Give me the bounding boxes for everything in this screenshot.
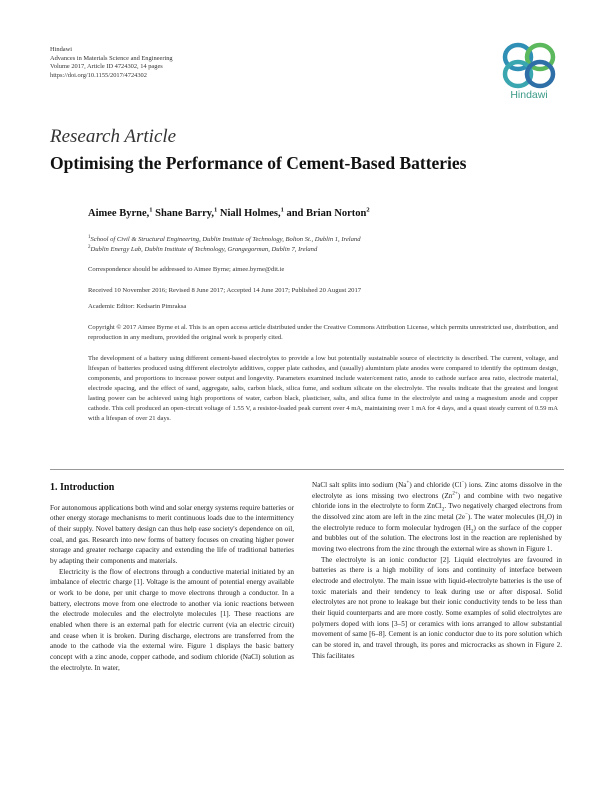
paper-title: Optimising the Performance of Cement-Based Batteries bbox=[50, 153, 467, 173]
body-paragraph: NaCl salt splits into sodium (Na+) and chloride (Cl−) ions. Zinc atoms dissolve in the electrolyte as ions missing two electrons $(Zn^{2+})$ and combine with two negative chloride ions in the electrolyte to form ZnCl$_2$. Two negatively charged electrons from the dissolved zinc atom are left in the zinc metal (2e−). The water molecules $(H_2O)$ in the electrolyte reduce to form molecular hydrogen $(H_2)$ on the surface of the copper and bubbles out of the solution. The electrons lost in the reaction are replenished by moving two electrons from the zinc through the external wire as shown in Figure 1. bbox=[312, 480, 562, 553]
author-name: Shane Barry, bbox=[155, 208, 215, 219]
body-paragraph: For autonomous applications both wind and solar energy systems require batteries or other energy storage mechanisms to merit continuous loads due to the intermittency of their supply. Novel battery design can thus help ease society's dependence on oil, coal, and gas. Research into new forms of battery focuses on creating higher power storage and greater recharge capacity and extending the life of traditional batteries by adapting their components and materials. bbox=[50, 503, 294, 565]
publisher-name: Hindawi bbox=[50, 46, 73, 53]
author-list bbox=[88, 208, 370, 219]
author-name: Niall Holmes, bbox=[219, 208, 281, 219]
section-divider bbox=[50, 469, 564, 470]
correspondence: Correspondence should be addressed to Aimee Byrne; aimee.byrne@dit.ie bbox=[88, 266, 285, 273]
body-column-left bbox=[50, 483, 294, 673]
copyright-notice: Copyright © 2017 Aimee Byrne et al. This is an open access article distributed under the Creative Commons Attribution License, which permits unrestricted use, distribution, and reproduction in any medium, provided the original work is properly cited. bbox=[88, 324, 558, 341]
doi-link[interactable]: https://doi.org/10.1155/2017/4724302 bbox=[50, 71, 147, 79]
affiliation-line: $^1$School of Civil & Structural Engineering, Dublin Institute of Technology, Bolton St., Dublin 1, Ireland bbox=[88, 234, 361, 243]
abstract: The development of a battery using different cement-based electrolytes to provide a low but potentially sustainable source of electricity is described. The current, voltage, and lifespan of batteries produced using different electrolyte additives, copper plate cathodes, and (usually) aluminium plate anodes were compared to identify the optimum design, components, and proportions to increase power output and longevity. Parameters examined include water/cement ratio, anode to cathode surface area ratio, electrode material, electrode spacing, and the effect of sand, aggregate, salts, carbon black, silica fume, and sodium silicate on the electrolyte. The results indicate that the greatest and longest lasting power can be achieved using high proportions of water, carbon black, plasticiser, salts, and silica fume in the electrolyte and using a magnesium anode and copper cathode. This cell produced an open-circuit voltage of 1.55 V, a resistor-loaded peak current over 4 mA, maintaining over 1 mA for 4 days, and a quasi steady current of 0.59 mA with a lifespan of over 21 days. bbox=[88, 355, 558, 422]
volume-info: Volume 2017, Article ID 4724302, 14 pages bbox=[50, 63, 163, 71]
author-name: Aimee Byrne, bbox=[88, 208, 150, 219]
body-paragraph: Electricity is the flow of electrons through a conductive material initiated by an imbalance of electric charge [1]. Voltage is the amount of potential energy available or work to be done, per unit charge to move electrons through a conductor. In a battery, electrons move from one electrode to another via ionic reactions between the electrode molecules and the electrolyte molecules [1]. These reactions are enabled when there is an external path for electric current (via an electric circuit) and cease when it is broken. During discharge, electrons are transferred from the anode to the cathode via the external wire. Figure 1 displays the basic battery concept with a zinc anode, copper cathode, and sodium chloride (NaCl) solution as the electrolyte. In water, bbox=[50, 567, 294, 672]
section-heading: 1. Introduction bbox=[50, 482, 115, 493]
hindawi-logo bbox=[494, 40, 564, 104]
author-affil-mark: 2 bbox=[366, 206, 370, 214]
affiliations bbox=[88, 235, 361, 255]
publication-dates: Received 10 November 2016; Revised 8 June 2017; Accepted 14 June 2017; Published 20 August 2017 bbox=[88, 287, 362, 294]
logo-wordmark: Hindawi bbox=[510, 89, 548, 101]
affiliation-line: $^2$Dublin Energy Lab, Dublin Institute of Technology, Grangegorman, Dublin 7, Ireland bbox=[88, 244, 318, 253]
article-type: Research Article bbox=[50, 126, 177, 147]
hindawi-rings-icon bbox=[494, 40, 564, 90]
body-paragraph: The electrolyte is an ionic conductor [2]. Liquid electrolytes are favoured in batteries as there is a high mobility of ions and continuity of interface between electrode and electrolyte. The main issue with liquid-electrolyte batteries is the use of toxic materials and their tendency to leak during use or after disposal. Solid electrolytes are not prone to leakage but their ionic conductivity tends to be less than their liquid counterparts and are more costly. Some examples of solid electrolytes are polymers doped with ions [3–5] or ceramics with ions arranged to allow substantial movement of same [6–8]. Cement is an ionic conductor due to its pore solution which can be stored in, and travel through, its pores and microcracks as shown in Figure 2. This facilitates bbox=[312, 555, 562, 660]
author-affil-mark: 1 bbox=[149, 206, 153, 214]
academic-editor: Academic Editor: Kedsarin Pimraksa bbox=[88, 303, 187, 310]
body-column-right bbox=[312, 480, 562, 661]
journal-header bbox=[50, 46, 173, 80]
author-name: and Brian Norton bbox=[286, 208, 367, 219]
author-affil-mark: 1 bbox=[214, 206, 218, 214]
author-affil-mark: 1 bbox=[280, 206, 284, 214]
journal-name: Advances in Materials Science and Engineering bbox=[50, 54, 173, 62]
